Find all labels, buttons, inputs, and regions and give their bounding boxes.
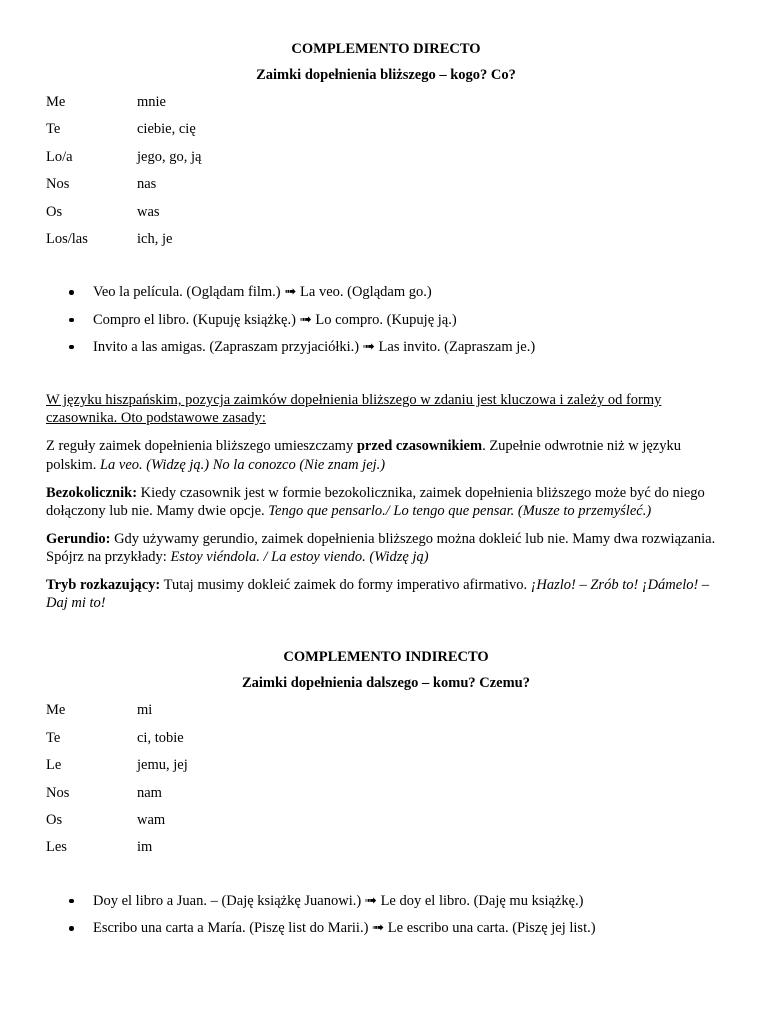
pronoun-row (46, 203, 201, 230)
rule-text: Tutaj musimy dokleić zaimek do formy imperativo afirmativo. (160, 577, 531, 594)
rule-imperative (46, 576, 726, 612)
polish-pronoun: ciebie, cię (137, 121, 196, 138)
rule-label: Tryb rozkazujący: (46, 577, 161, 594)
bullet-icon (69, 899, 74, 904)
direct-example-list (46, 283, 726, 365)
rule-label: Bezokolicznik: (46, 484, 138, 501)
spanish-pronoun: Lo/a (46, 148, 73, 165)
section-title-direct: COMPLEMENTO DIRECTO (291, 41, 481, 57)
spanish-pronoun: Te (46, 729, 61, 746)
pronoun-row (46, 701, 188, 728)
rule-label: Gerundio: (46, 530, 111, 547)
spanish-pronoun: Le (46, 757, 62, 774)
direct-pronoun-table (46, 93, 201, 257)
example-text: Doy el libro a Juan. – (Daję książkę Juanowi.) ➟ Le doy el libro. (Daję mu książkę.) (93, 892, 584, 909)
section-title-indirect: COMPLEMENTO INDIRECTO (283, 649, 489, 666)
example-text: Compro el libro. (Kupuję książkę.) ➟ Lo compro. (Kupuję ją.) (93, 311, 457, 328)
polish-pronoun: wam (137, 812, 166, 829)
indirect-pronoun-table (46, 701, 188, 865)
rule-general (46, 437, 726, 473)
spanish-pronoun: Les (46, 839, 67, 856)
pronoun-row (46, 120, 201, 147)
example-text: Escribo una carta a María. (Piszę list do Marii.) ➟ Le escribo una carta. (Piszę jej list.) (93, 920, 596, 937)
pronoun-row (46, 230, 201, 257)
rule-text: Z reguły zaimek dopełnienia bliższego umieszczamy (46, 438, 357, 455)
polish-pronoun: im (137, 839, 153, 856)
rule-example: Tengo que pensarlo./ Lo tengo que pensar. (Musze to przemyśleć.) (268, 502, 652, 519)
spanish-pronoun: Os (46, 203, 63, 220)
pronoun-row (46, 729, 188, 756)
bullet-icon (69, 345, 74, 350)
list-item (46, 892, 726, 919)
indirect-example-list (46, 892, 726, 947)
rule-example: ¡Hazlo! – Zrób to! ¡Dámelo! – Daj mi to! (46, 577, 710, 612)
list-item (46, 311, 726, 338)
rule-text: Kiedy czasownik jest w formie bezokolicznika, zaimek dopełnienia bliższego może być do niego dołączony lub nie. Mamy dwie opcje. (46, 484, 705, 519)
polish-pronoun: nas (137, 176, 157, 193)
polish-pronoun: ich, je (137, 230, 173, 247)
spanish-pronoun: Te (46, 121, 61, 138)
section-subtitle-indirect: Zaimki dopełnienia dalszego – komu? Czemu? (241, 675, 530, 692)
list-item (46, 283, 726, 310)
spanish-pronoun: Me (46, 94, 66, 110)
polish-pronoun: jemu, jej (137, 757, 188, 774)
spanish-pronoun: Nos (46, 176, 70, 193)
list-item (46, 919, 726, 946)
rule-text: . Zupełnie odwrotnie niż w języku polskim. (46, 438, 681, 473)
pronoun-row (46, 93, 201, 120)
pronoun-row (46, 148, 201, 175)
rule-gerund (46, 530, 726, 566)
rule-example: Estoy viéndola. / La estoy viendo. (Widzę ją) (170, 549, 429, 566)
polish-pronoun: nam (137, 784, 162, 801)
pronoun-row (46, 175, 201, 202)
spanish-pronoun: Los/las (46, 230, 88, 247)
polish-pronoun: mnie (137, 94, 166, 110)
polish-pronoun: mi (137, 702, 153, 719)
pronoun-row (46, 756, 188, 783)
spanish-pronoun: Me (46, 702, 66, 719)
spanish-pronoun: Nos (46, 784, 70, 801)
example-text: Veo la película. (Oglądam film.) ➟ La veo. (Oglądam go.) (93, 284, 432, 301)
rule-infinitive (46, 484, 726, 520)
rule-text: Gdy używamy gerundio, zaimek dopełnienia bliższego można dokleić lub nie. Mamy dwa rozwiązania. Spójrz na przykłady: (46, 530, 716, 566)
bullet-icon (69, 318, 74, 323)
bullet-icon (69, 926, 74, 931)
pronoun-row (46, 784, 188, 811)
list-item (46, 338, 726, 365)
rule-emphasis: przed czasownikiem (356, 438, 483, 455)
polish-pronoun: ci, tobie (137, 729, 184, 746)
spanish-pronoun: Os (46, 812, 63, 829)
bullet-icon (69, 290, 74, 295)
polish-pronoun: jego, go, ją (137, 148, 202, 165)
document-page (46, 40, 726, 946)
example-text: Invito a las amigas. (Zapraszam przyjaciółki.) ➟ Las invito. (Zapraszam je.) (93, 338, 536, 355)
pronoun-row (46, 811, 188, 838)
pronoun-row (46, 838, 188, 865)
rules-intro: W języku hiszpańskim, pozycja zaimków dopełnienia bliższego w zdaniu jest kluczowa i zależy od formy czasownika. Oto podstawowe zasady: (46, 392, 662, 427)
section-subtitle-direct: Zaimki dopełnienia bliższego – kogo? Co? (256, 67, 516, 83)
polish-pronoun: was (137, 203, 160, 220)
rule-example: La veo. (Widzę ją.) No la conozco (Nie znam jej.) (99, 456, 386, 473)
